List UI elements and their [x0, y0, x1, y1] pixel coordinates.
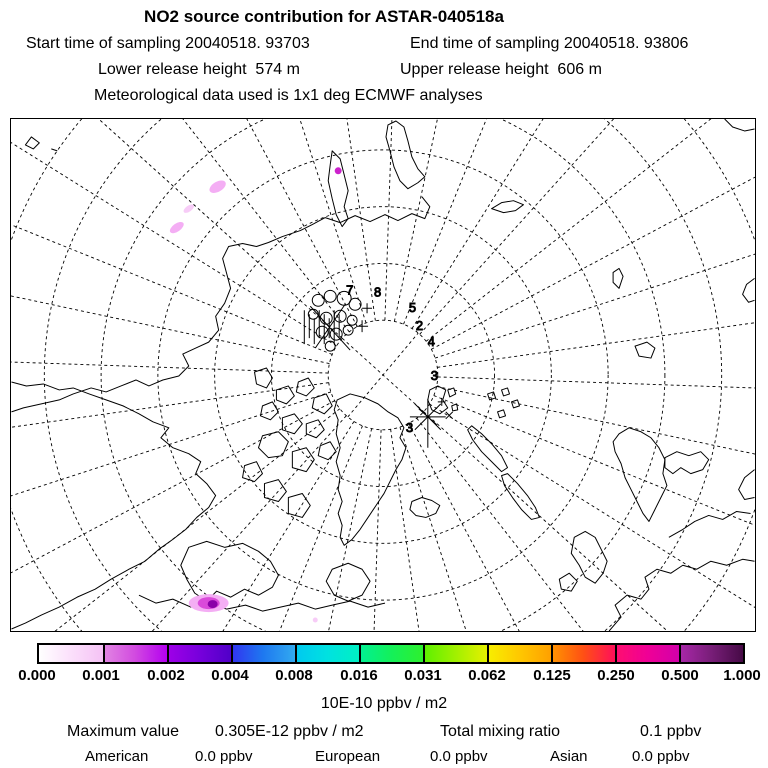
plume-small-dot — [313, 618, 318, 623]
met-data-text: Meteorological data used is 1x1 deg ECMWF analyses — [94, 87, 483, 104]
plume-east-siberian-3 — [168, 220, 186, 236]
end-time-text: End time of sampling 20040518. 93806 — [410, 35, 689, 52]
waypoint-digit: 2 — [415, 318, 424, 334]
colorbar-segment-separator — [167, 645, 169, 662]
colorbar-segment-separator — [551, 645, 553, 662]
colorbar-unit: 10E-10 ppbv / m2 — [320, 695, 448, 712]
source-asian-value: 0.0 ppbv — [632, 748, 690, 765]
mixing-ratio-value: 0.1 ppbv — [640, 723, 702, 740]
tick-label: 0.000 — [18, 667, 56, 684]
source-contributions-line — [0, 748, 768, 766]
max-value-label: Maximum value — [67, 723, 180, 740]
max-value: 0.305E-12 ppbv / m2 — [215, 723, 364, 740]
tick-label: 0.250 — [597, 667, 635, 684]
colorbar-segment-separator — [679, 645, 681, 662]
page-title: NO2 source contribution for ASTAR-040518a — [144, 7, 504, 26]
tick-label: 0.016 — [340, 667, 378, 684]
colorbar-segment-separator — [487, 645, 489, 662]
tick-label: 0.031 — [404, 667, 442, 684]
no2-plume-patches — [168, 167, 342, 622]
colorbar-segment-separator — [615, 645, 617, 662]
waypoint-digit: 3 — [405, 419, 414, 435]
source-asian-label: Asian — [550, 748, 588, 765]
colorbar — [37, 643, 745, 664]
colorbar-segment-separator — [295, 645, 297, 662]
lower-release-text: Lower release height 574 m — [98, 61, 300, 78]
tick-label: 0.008 — [275, 667, 313, 684]
colorbar-segment-separator — [359, 645, 361, 662]
start-time-text: Start time of sampling 20040518. 93703 — [26, 35, 310, 52]
waypoint-cluster — [304, 290, 372, 351]
maximum-value-line — [0, 723, 768, 743]
colorbar-segment-separator — [231, 645, 233, 662]
source-european-value: 0.0 ppbv — [430, 748, 488, 765]
source-american-value: 0.0 ppbv — [195, 748, 253, 765]
polar-map — [11, 119, 755, 631]
colorbar-segment-separator — [423, 645, 425, 662]
waypoint-digit: 5 — [408, 300, 417, 316]
colorbar-segment-separator — [103, 645, 105, 662]
plume-east-siberian-1 — [207, 178, 228, 196]
waypoint-digit: 7 — [346, 282, 354, 298]
waypoint-digit: 3 — [430, 367, 439, 383]
plume-greatlakes-core — [208, 600, 218, 608]
tick-label: 0.001 — [82, 667, 120, 684]
tick-label: 0.125 — [533, 667, 571, 684]
graticule-grid — [11, 119, 755, 631]
mixing-ratio-label: Total mixing ratio — [440, 723, 561, 740]
source-american-label: American — [85, 748, 149, 765]
upper-release-text: Upper release height 606 m — [400, 61, 602, 78]
map-frame — [10, 118, 756, 632]
tick-label: 0.004 — [211, 667, 249, 684]
colorbar-tick-labels — [0, 667, 768, 687]
tick-label: 0.500 — [661, 667, 699, 684]
waypoint-digit: 8 — [374, 284, 382, 300]
tick-label: 0.002 — [147, 667, 185, 684]
tick-label: 0.062 — [468, 667, 506, 684]
tick-label: 1.000 — [723, 667, 761, 684]
plume-severnaya-dot — [335, 167, 342, 174]
waypoint-digit: 4 — [427, 334, 436, 350]
flight-track-markers — [304, 282, 452, 447]
source-european-label: European — [315, 748, 381, 765]
